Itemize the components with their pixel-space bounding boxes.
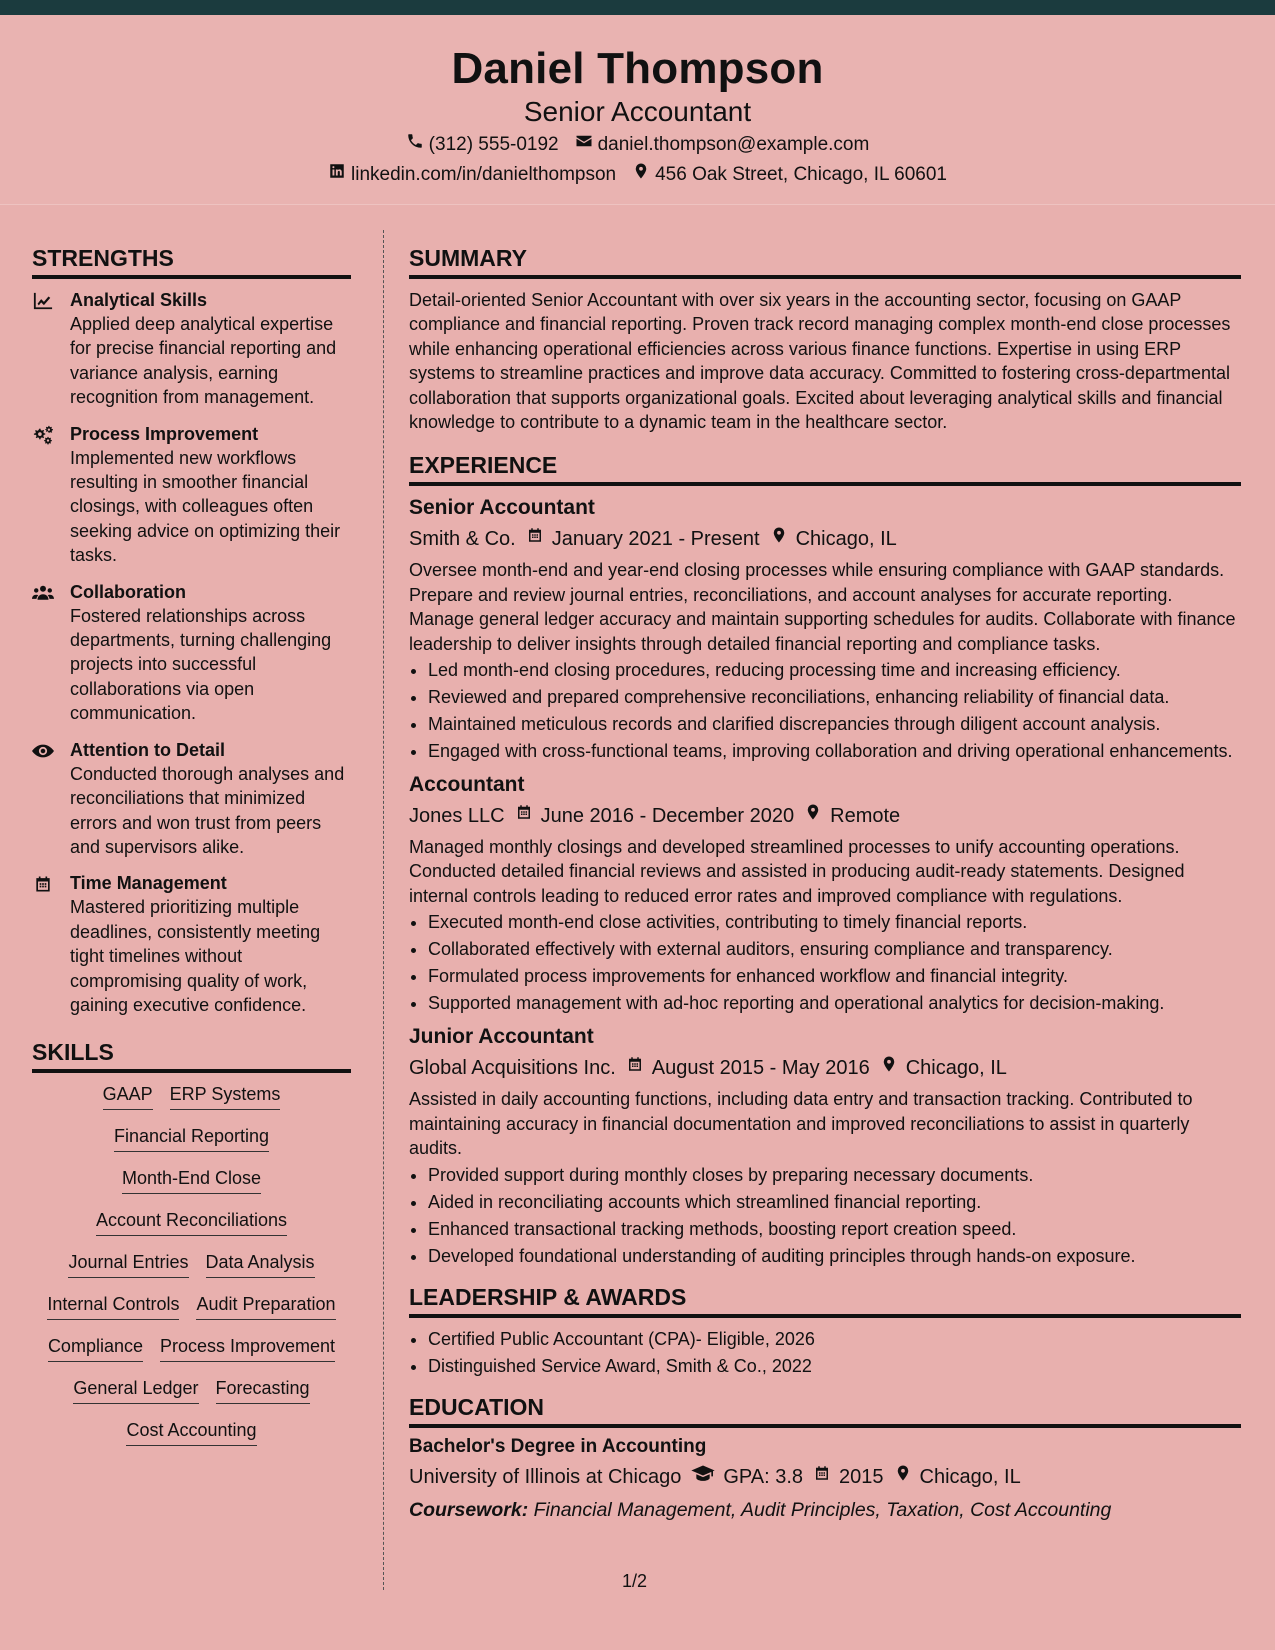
leadership-heading: LEADERSHIP & AWARDS [409,1282,1241,1318]
award-item: • Certified Public Accountant (CPA)- Eligible, 2026 [428,1327,1241,1351]
linkedin-contact[interactable] [328,161,616,189]
users-icon [32,580,58,726]
education-meta [409,1462,1241,1492]
job-company: Global Acquisitions Inc. [409,1057,616,1080]
job-bullet: • Provided support during monthly closes by preparing necessary documents. [428,1163,1241,1187]
job-bullets [409,658,1241,763]
strength-title: Collaboration [70,581,186,602]
job-title: Junior Accountant [409,1025,594,1049]
map-pin-icon [880,1053,898,1083]
map-pin-icon [632,161,650,189]
job-bullet: • Collaborated effectively with external auditors, ensuring compliance and transparency. [428,937,1241,961]
left-column [32,243,351,1446]
skill-tag: ERP Systems [170,1082,281,1110]
job-description: Assisted in daily accounting functions, including data entry and transaction tracking. Contributed to maintaining accuracy in financial documentation and improved reconciliations to assist in quarterly audits. [409,1089,1193,1159]
job-description: Oversee month-end and year-end closing processes while ensuring compliance with GAAP standards. Prepare and review journal entries, reconciliations, and account analyses for accurate reporting. Manage general ledger accuracy and maintain supporting schedules for audits. Collaborate with finance leadership to deliver insights through detailed financial reporting and compliance tasks. [409,560,1236,654]
job-bullet: • Aided in reconciliating accounts which streamlined financial reporting. [428,1190,1241,1214]
job-meta [409,801,1241,831]
job-bullet: • Executed month-end close activities, contributing to timely financial reports. [428,910,1241,934]
summary-text: Detail-oriented Senior Accountant with over six years in the accounting sector, focusing on GAAP compliance and financial reporting. Proven track record managing complex month-end close processes while enhancing operational efficiencies across various finance functions. Expertise in using ERP systems to streamline practices and improve data accuracy. Committed to fostering cross-departmental collaboration that supports organizational goals. Excited about leveraging analytical skills and financial knowledge to contribute to a dynamic team in the healthcare sector. [409,290,1231,433]
job-bullet: • Led month-end closing procedures, reducing processing time and increasing efficiency. [428,658,1241,682]
skill-tag: Forecasting [216,1376,310,1404]
skills-row [32,1082,351,1110]
skill-tag: General Ledger [73,1376,198,1404]
job-meta [409,1053,1241,1083]
education-year: 2015 [813,1462,884,1492]
eye-icon [32,738,58,860]
graduation-cap-icon [691,1462,715,1492]
skills-row [32,1418,351,1446]
skills-row [32,1334,351,1362]
strength-description: Conducted thorough analyses and reconciliations that minimized errors and won trust from peers and supervisors alike. [70,763,345,857]
envelope-icon [575,131,593,159]
skill-tag: Cost Accounting [126,1418,256,1446]
skill-tag: Internal Controls [47,1292,179,1320]
job-bullet: • Engaged with cross-functional teams, improving collaboration and driving operational enhancements. [428,739,1241,763]
map-pin-icon [804,801,822,831]
strength-description: Applied deep analytical expertise for precise financial reporting and variance analysis, earning recognition from management. [70,314,337,408]
resume-header [0,15,1275,205]
strength-description: Mastered prioritizing multiple deadlines, consistently meeting tight timelines without compromising quality of work, gaining executive confidence. [70,897,321,1015]
skill-tag: Journal Entries [68,1250,188,1278]
job-title: Accountant [409,773,525,797]
address-text: 456 Oak Street, Chicago, IL 60601 [655,164,947,185]
education-degree: Bachelor's Degree in Accounting [409,1435,707,1457]
strength-title: Attention to Detail [70,739,225,760]
education-location: Chicago, IL [894,1462,1021,1492]
strength-title: Analytical Skills [70,290,208,310]
job-dates: August 2015 - May 2016 [626,1053,870,1083]
job-entry [409,1023,1241,1267]
job-entry [409,771,1241,1015]
job-dates: January 2021 - Present [526,524,760,554]
email-link[interactable]: daniel.thompson@example.com [597,134,870,155]
calendar-icon [813,1462,831,1492]
skills-row [32,1166,351,1194]
strength-item [32,288,351,410]
education-school: University of Illinois at Chicago [409,1465,682,1488]
line-chart-icon [32,288,58,410]
education-heading: EDUCATION [409,1392,1241,1428]
skills-row [32,1208,351,1236]
jobs-list [409,494,1241,1267]
linkedin-link[interactable]: linkedin.com/in/danielthompson [351,164,617,185]
strength-item [32,738,351,860]
skills-row [32,1250,351,1278]
experience-heading: EXPERIENCE [409,450,1241,486]
strength-item [32,871,351,1017]
candidate-name: Daniel Thompson [451,44,824,93]
education-gpa: GPA: 3.8 [691,1462,803,1492]
page-number: 1/2 [622,1571,648,1591]
contact-row-2 [0,161,1275,189]
skill-tag: Account Reconciliations [96,1208,287,1236]
skills-list [32,1082,351,1446]
job-bullet: • Supported management with ad-hoc reporting and operational analytics for decision-making. [428,991,1241,1015]
skill-tag: GAAP [103,1082,153,1110]
skills-row [32,1292,351,1320]
job-company: Smith & Co. [409,528,516,551]
job-bullet: • Developed foundational understanding of auditing principles through hands-on exposure. [428,1244,1241,1268]
job-bullets [409,1163,1241,1268]
strength-item [32,580,351,726]
summary-heading: SUMMARY [409,243,1241,279]
strength-title: Process Improvement [70,423,259,444]
job-entry [409,494,1241,763]
job-bullet: • Enhanced transactional tracking methods, boosting report creation speed. [428,1217,1241,1241]
skill-tag: Financial Reporting [114,1124,269,1152]
top-bar [0,0,1275,15]
map-pin-icon [894,1462,912,1492]
calendar-icon [515,801,533,831]
job-bullets [409,910,1241,1015]
map-pin-icon [770,524,788,554]
coursework-label: Coursework: [409,1498,529,1521]
skill-tag: Compliance [48,1334,143,1362]
skill-tag: Audit Preparation [196,1292,335,1320]
candidate-headline: Senior Accountant [523,96,752,127]
column-divider [383,230,384,1590]
linkedin-icon [328,161,346,189]
strengths-heading: STRENGTHS [32,243,351,279]
strength-item [32,422,351,568]
calendar-icon [626,1053,644,1083]
coursework-text: Financial Management, Audit Principles, Taxation, Cost Accounting [533,1498,1112,1521]
strength-title: Time Management [70,873,227,894]
skills-section [32,1037,351,1446]
phone-contact [406,131,559,159]
job-bullet: • Formulated process improvements for enhanced workflow and financial integrity. [428,964,1241,988]
phone-icon [406,131,424,159]
skill-tag: Data Analysis [206,1250,315,1278]
leadership-list [409,1327,1241,1378]
award-item: • Distinguished Service Award, Smith & Co., 2022 [428,1354,1241,1378]
right-column [409,243,1241,1524]
job-description: Managed monthly closings and developed streamlined processes to unify accounting operations. Conducted detailed financial reviews and assisted in producing audit-ready statements. Designed internal controls leading to reduced error rates and improved compliance with regulations. [409,837,1185,906]
job-title: Senior Accountant [409,496,595,520]
job-meta [409,524,1241,554]
job-bullet: • Maintained meticulous records and clarified discrepancies through diligent account analysis. [428,712,1241,736]
skills-heading: SKILLS [32,1037,351,1073]
skills-row [32,1376,351,1404]
contact-row-1 [0,131,1275,159]
gears-icon [32,422,58,568]
skill-tag: Month-End Close [122,1166,261,1194]
strength-description: Fostered relationships across departments, turning challenging projects into successful collaborations via open communication. [70,605,332,724]
job-location: Chicago, IL [770,524,897,554]
job-bullet: • Reviewed and prepared comprehensive reconciliations, enhancing reliability of financial data. [428,685,1241,709]
strength-description: Implemented new workflows resulting in smoother financial closings, with colleagues often seeking advice on optimizing their tasks. [70,447,341,566]
skill-tag: Process Improvement [160,1334,335,1362]
calendar-icon [32,871,58,1017]
phone-text: (312) 555-0192 [428,134,559,155]
job-location: Remote [804,801,900,831]
job-dates: June 2016 - December 2020 [515,801,795,831]
job-company: Jones LLC [409,805,505,828]
job-location: Chicago, IL [880,1053,1007,1083]
calendar-icon [526,524,544,554]
skills-row [32,1124,351,1152]
education-coursework [409,1496,1241,1524]
email-contact[interactable] [575,131,870,159]
address-contact [632,161,947,189]
strengths-list [32,288,351,1017]
